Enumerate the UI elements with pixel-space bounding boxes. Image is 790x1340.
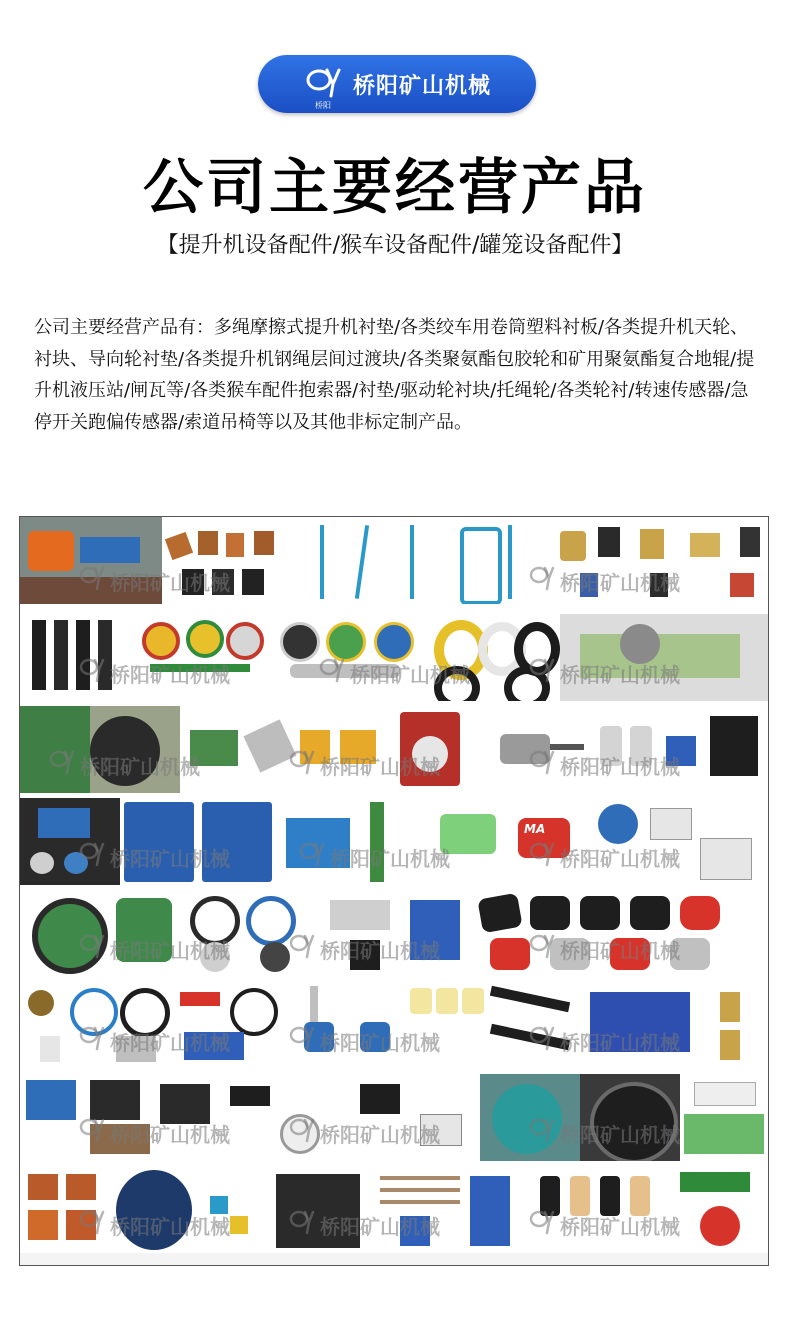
watermark-text: 桥阳矿山机械 xyxy=(560,1031,680,1055)
intro-paragraph: 公司主要经营产品有：多绳摩擦式提升机衬垫/各类绞车用卷筒塑料衬板/各类提升机天轮、衬块、导向轮衬垫/各类提升机钢绳层间过渡块/各类聚氨酯包胶轮和矿用聚氨酯复合地辊/提升机液压站/闸瓦等/各类猴车配件抱索器/衬垫/驱动轮衬块/托绳轮/各类轮衬/转速传感器/急停开关跑偏传感器/索道吊椅等以及其他非标定制产品。 xyxy=(34,317,755,433)
page-title: 公司主要经营产品 xyxy=(143,153,647,223)
product-image xyxy=(20,982,170,1069)
gallery-row-5 xyxy=(20,885,768,977)
product-image xyxy=(20,798,120,885)
gallery-row-1 xyxy=(20,517,768,609)
watermark-text: 桥阳矿山机械 xyxy=(110,1031,230,1055)
watermark-text: 桥阳矿山机械 xyxy=(110,1215,230,1239)
watermark-text: 桥阳矿山机械 xyxy=(80,755,200,779)
product-image xyxy=(480,1074,580,1161)
product-image xyxy=(270,614,420,701)
product-image xyxy=(400,982,580,1069)
watermark-text: 桥阳矿山机械 xyxy=(110,571,230,595)
watermark-text: 桥阳矿山机械 xyxy=(320,939,440,963)
product-image xyxy=(580,1074,680,1161)
watermark-text: 桥阳矿山机械 xyxy=(350,663,470,687)
watermark-text: 桥阳矿山机械 xyxy=(560,663,680,687)
product-image xyxy=(300,517,540,604)
product-image xyxy=(220,1074,350,1161)
watermark-text: 桥阳矿山机械 xyxy=(560,571,680,595)
brand-badge xyxy=(258,55,536,113)
product-image xyxy=(180,890,320,977)
watermark-text: 桥阳矿山机械 xyxy=(110,939,230,963)
watermark-text: 桥阳矿山机械 xyxy=(320,1031,440,1055)
product-image xyxy=(590,798,768,885)
page-subtitle: 【提升机设备配件/猴车设备配件/罐笼设备配件】 xyxy=(156,233,634,258)
watermark-text: 桥阳矿山机械 xyxy=(110,1123,230,1147)
ma-label: MA xyxy=(524,822,546,836)
product-image xyxy=(20,1166,110,1253)
product-image xyxy=(130,614,270,701)
watermark-text: 桥阳矿山机械 xyxy=(560,755,680,779)
product-image xyxy=(320,890,470,977)
brand-name: 桥阳矿山机械 xyxy=(352,73,491,99)
watermark-text: 桥阳矿山机械 xyxy=(320,1123,440,1147)
product-image xyxy=(20,706,180,793)
product-image xyxy=(20,890,180,977)
product-image xyxy=(560,614,768,701)
product-image xyxy=(270,1166,370,1253)
watermark-text: 桥阳矿山机械 xyxy=(110,663,230,687)
product-image xyxy=(480,706,590,793)
gallery-row-2 xyxy=(20,609,768,701)
product-image xyxy=(120,798,280,885)
product-image xyxy=(290,982,400,1069)
product-image xyxy=(680,1074,768,1161)
product-image xyxy=(580,982,768,1069)
watermark-text: 桥阳矿山机械 xyxy=(320,755,440,779)
product-image xyxy=(20,614,130,701)
product-image xyxy=(540,517,768,604)
watermark-text: 桥阳矿山机械 xyxy=(330,847,450,871)
product-image xyxy=(530,1166,768,1253)
product-image xyxy=(470,890,768,977)
product-gallery xyxy=(19,516,769,1266)
gallery-row-8 xyxy=(20,1161,768,1253)
watermark-text: 桥阳矿山机械 xyxy=(320,1215,440,1239)
gallery-row-6 xyxy=(20,977,768,1069)
gallery-row-7 xyxy=(20,1069,768,1161)
product-image xyxy=(350,1074,480,1161)
gallery-row-4 xyxy=(20,793,768,885)
product-image xyxy=(510,798,590,885)
watermark-text: 桥阳矿山机械 xyxy=(560,1123,680,1147)
product-image xyxy=(180,706,390,793)
watermark-text: 桥阳矿山机械 xyxy=(110,847,230,871)
product-image xyxy=(390,706,480,793)
product-image xyxy=(430,798,510,885)
product-image xyxy=(162,517,300,604)
product-image xyxy=(370,1166,530,1253)
brand-logo-sub: 桥阳 xyxy=(314,101,331,110)
product-image xyxy=(420,614,560,701)
product-image xyxy=(280,798,430,885)
watermark-text: 桥阳矿山机械 xyxy=(560,847,680,871)
watermark-text: 桥阳矿山机械 xyxy=(560,939,680,963)
gallery-row-3 xyxy=(20,701,768,793)
product-image xyxy=(590,706,768,793)
product-image xyxy=(170,982,290,1069)
brand-logo-icon xyxy=(303,62,347,110)
product-image xyxy=(20,1074,220,1161)
product-image xyxy=(20,517,162,604)
watermark-text: 桥阳矿山机械 xyxy=(560,1215,680,1239)
product-image xyxy=(110,1166,270,1253)
